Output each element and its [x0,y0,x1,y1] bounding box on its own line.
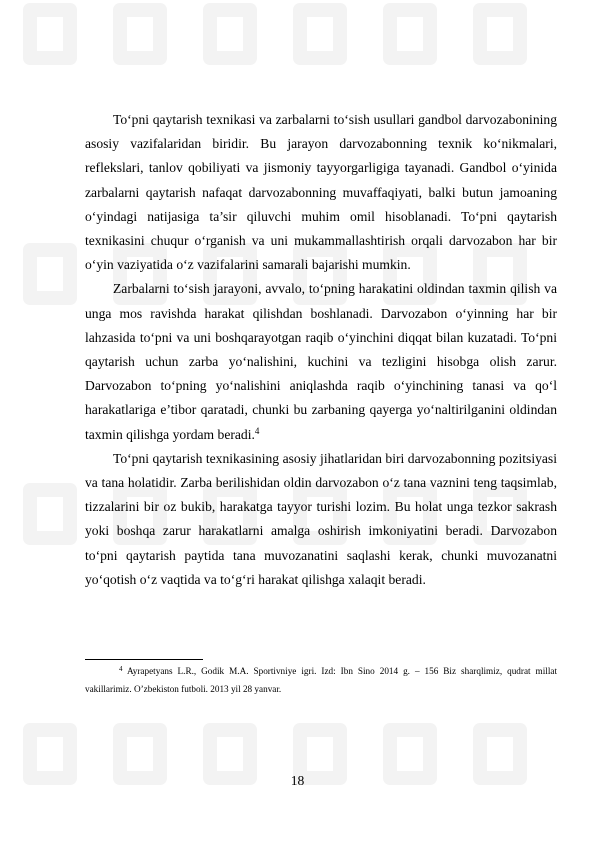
paragraph-text: To‘pni qaytarish texnikasi va zarbalarni to‘sish usullari gandbol darvozabonining asosiy vazifalaridan biridir. Bu jarayon darvozabonning texnik ko‘nikmalari, reflekslari, tanlov qobiliyati va jismoniy tayyorgarligiga tayanadi. Gandbol o‘yinida zarbalarni qaytarish nafaqat darvozabonning muvaffaqiyati, balki butun jamoaning o‘yindagi natijasiga ta’sir qiluvchi muhim omil hisoblanadi. To‘pni qaytarish texnikasini chuqur o‘rganish va uni mukammallashtirish orqali darvozabon har bir o‘yin vaziyatida o‘z vazifalarini samarali bajarishi mumkin. [85,112,557,273]
footnote-separator [85,659,203,660]
page-number: 18 [290,773,305,788]
page-body [85,108,557,592]
paragraph-text: To‘pni qaytarish texnikasining asosiy jihatlaridan biri darvozabonning pozitsiyasi va tana holatidir. Zarba berilishidan oldin darvozabon o‘z tana vaznini teng taqsimlab, tizzalarini bir oz bukib, harakatga tayyor turishi lozim. Bu holat unga tezkor sakrash yoki boshqa zarur harakatlarni amalga oshirish imkoniyatini beradi. Darvozabon to‘pni qaytarish paytida tana muvozanatini saqlashi kerak, chunki muvozanatni yo‘qotish o‘z vaqtida va to‘g‘ri harakat qilishga xalaqit beradi. [85,450,557,587]
paragraph-body-position [85,447,557,592]
footnote [85,662,557,698]
watermark-tile [30,730,520,778]
paragraph-text: Zarbalarni to‘sish jarayoni, avvalo, to‘pning harakatini oldindan taxmin qilish va unga mos ravishda harakat qilishdan boshlanadi. Darvozabon o‘yinning har bir lahzasida to‘pni va uni boshqarayotgan raqib o‘yinchini diqqat bilan kuzatadi. To‘pni qaytarish uchun zarba yo‘nalishini, kuchini va tezligini hisobga olish zarur. Darvozabon to‘pning yo‘nalishini aniqlashda raqib o‘yinchining tanasi va qo‘l harakatlariga e’tibor qaratadi, chunki bu zarbaning qayerga yo‘naltirilganini oldindan taxmin qilishga yordam beradi. [85,281,557,442]
footnote-text: Ayrapetyans L.R., Godik M.A. Sportivniye igri. Izd: Ibn Sino 2014 g. – 156 Biz sharqlimiz, qudrat millat vakillarimiz. O’zbekiston futboli. 2013 yil 28 yanvar. [85,666,557,694]
footnote-mark: 4 [119,665,123,673]
paragraph-shot-blocking [85,277,557,446]
watermark-tile [30,10,520,58]
footnote-reference[interactable]: 4 [254,425,260,436]
paragraph-goalkeeper-role [85,108,557,277]
